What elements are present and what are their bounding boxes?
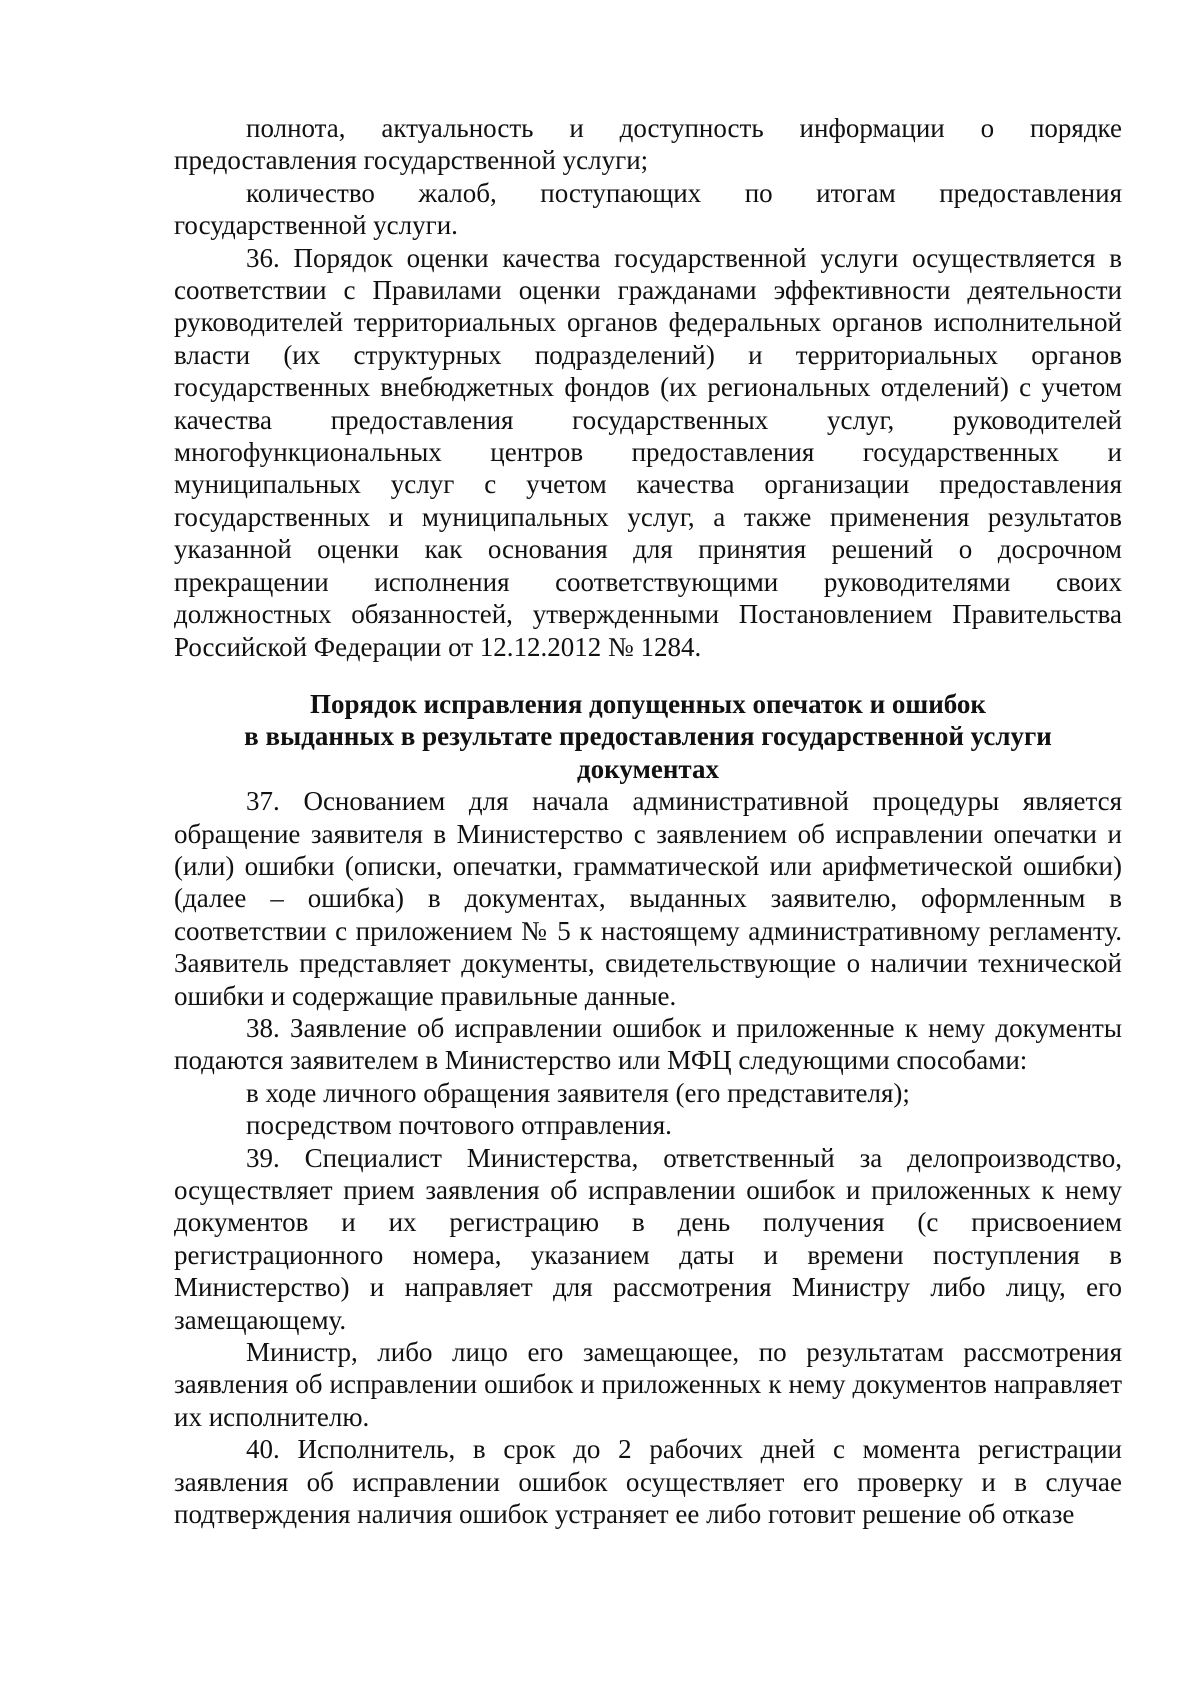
paragraph-38-method-personal: в ходе личного обращения заявителя (его представителя); bbox=[246, 1077, 910, 1108]
paragraph-40: 40. Исполнитель, в срок до 2 рабочих дней с момента регистрации заявления об исправлении ошибок осуществляет его проверку и в случае подтверждения наличия ошибок устраняет ее либо готовит решение об отказе bbox=[174, 1434, 1122, 1530]
paragraph-36: 36. Порядок оценки качества государственной услуги осуществляется в соответствии с Правилами оценки гражданами эффективности деятельности руководителей территориальных органов федеральных органов исполнительной власти (их структурных подразделений) и территориальных органов государственных внебюджетных фондов (их региональных отделений) с учетом качества предоставления государственных услуг, руководителей многофункциональных центров предоставления государственных и муниципальных услуг с учетом качества организации предоставления государственных и муниципальных услуг, а также применения результатов указанной оценки как основания для принятия решений о досрочном прекращении исполнения соответствующими руководителями своих должностных обязанностей, утвержденными Постановлением Правительства Российской Федерации от 12.12.2012 № 1284. bbox=[174, 242, 1122, 662]
paragraph-38: 38. Заявление об исправлении ошибок и приложенные к нему документы подаются заявителем в Министерство или МФЦ следующими способами: bbox=[174, 1012, 1122, 1076]
paragraph-minister: Министр, либо лицо его замещающее, по результатам рассмотрения заявления об исправлении ошибок и приложенных к нему документов направляет их исполнителю. bbox=[174, 1337, 1122, 1432]
paragraph-37: 37. Основанием для начала административной процедуры является обращение заявителя в Министерство с заявлением об исправлении опечатки и (или) ошибки (описки, опечатки, грамматической или арифметической ошибки) (далее – ошибка) в документах, выданных заявителю, оформленным в соответствии с приложением № 5 к настоящему административному регламенту. Заявитель представляет документы, свидетельствующие о наличии технической ошибки и содержащие правильные данные. bbox=[174, 786, 1122, 1011]
section-heading-line-1: Порядок исправления допущенных опечаток и ошибок bbox=[310, 688, 986, 719]
document-page bbox=[174, 112, 1122, 1530]
paragraph-38-method-mail: посредством почтового отправления. bbox=[246, 1110, 672, 1141]
paragraph-info-completeness: полнота, актуальность и доступность информации о порядке предоставления государственной услуги; bbox=[174, 113, 1122, 176]
paragraph-39: 39. Специалист Министерства, ответственный за делопроизводство, осуществляет прием заявления об исправлении ошибок и приложенных к нему документов и их регистрацию в день получения (с присвоением регистрационного номера, указанием даты и времени поступления в Министерство) и направляет для рассмотрения Министру либо лицу, его замещающему. bbox=[174, 1142, 1122, 1335]
section-heading-line-2: в выданных в результате предоставления государственной услуги bbox=[244, 721, 1052, 752]
section-heading-line-3: документах bbox=[576, 753, 719, 784]
paragraph-complaints-count: количество жалоб, поступающих по итогам предоставления государственной услуги. bbox=[174, 177, 1122, 241]
section-heading bbox=[174, 688, 1122, 785]
